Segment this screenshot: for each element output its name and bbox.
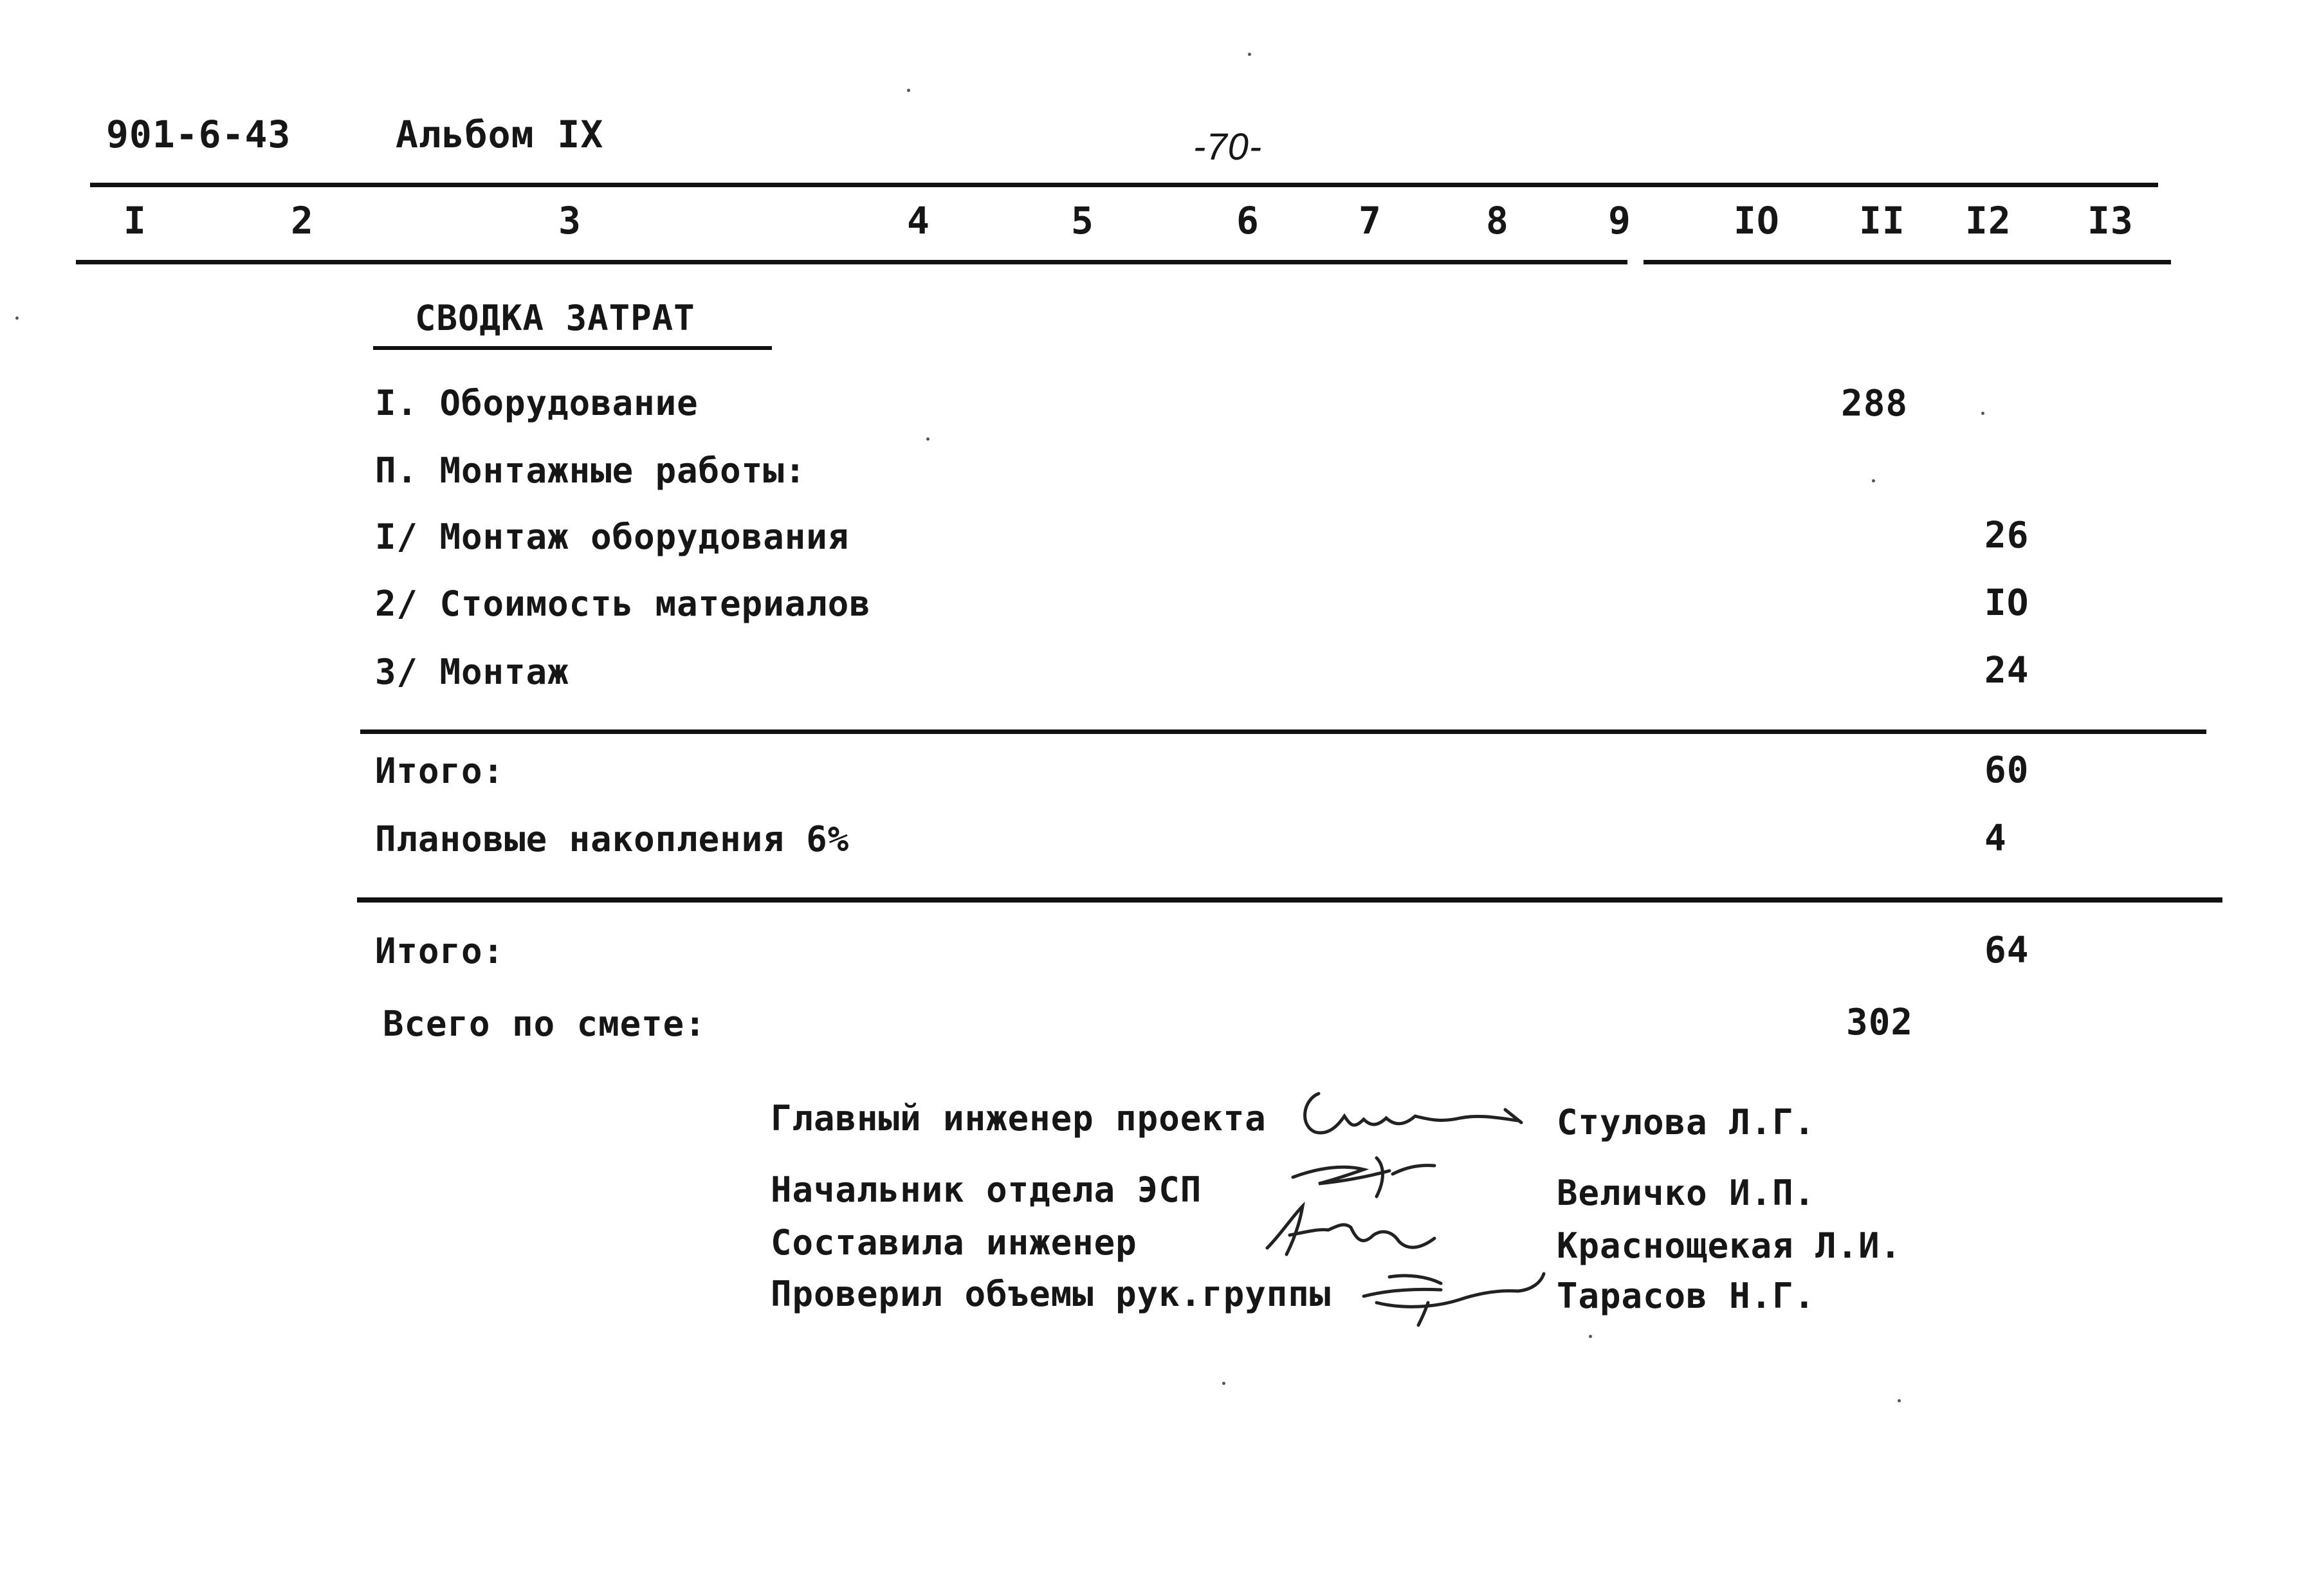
column-number: 9 (1608, 199, 1631, 243)
planned-accumulation-value: 4 (1984, 818, 2007, 859)
scan-speck (1589, 1335, 1592, 1338)
column-number: 3 (558, 199, 582, 243)
subtotal-rule-2 (357, 897, 2222, 903)
subtotal-value: 64 (1984, 930, 2029, 971)
scan-speck (15, 316, 19, 320)
scan-speck (1222, 1382, 1225, 1385)
subtotal-rule-1 (360, 729, 2206, 734)
handwritten-signature-reviewer (1351, 1258, 1557, 1328)
column-number: 5 (1071, 199, 1094, 243)
row-label: 3/ Монтаж (375, 652, 569, 692)
row-value-col12: 26 (1984, 515, 2029, 556)
scan-speck (1248, 53, 1251, 56)
signature-name: Краснощекая Л.И. (1557, 1225, 1902, 1266)
planned-accumulation-label: Плановые накопления 6% (375, 819, 850, 859)
row-label: 2/ Стоимость материалов (375, 583, 871, 624)
page-number: -70- (1193, 126, 1263, 168)
scan-speck (907, 89, 910, 92)
column-number: 6 (1236, 199, 1259, 243)
subtotal-label: Итого: (375, 751, 505, 791)
row-value-col12: 24 (1984, 650, 2029, 692)
subtotal-value: 60 (1984, 749, 2029, 791)
column-number: 4 (907, 199, 930, 243)
column-number: I (124, 199, 147, 243)
grand-total-value: 302 (1846, 1002, 1914, 1043)
column-number: 2 (291, 199, 314, 243)
column-number: 8 (1486, 199, 1509, 243)
signature-role: Проверил объемы рук.группы (771, 1274, 1332, 1314)
column-number: IO (1734, 199, 1780, 243)
column-number: I2 (1965, 199, 2011, 243)
row-label: I/ Монтаж оборудования (375, 517, 850, 557)
summary-title: СВОДКА ЗАТРАТ (415, 298, 695, 338)
album-label: Альбом IX (396, 113, 604, 156)
grand-total-label: Всего по смете: (383, 1004, 706, 1044)
signature-name: Величко И.П. (1557, 1173, 1816, 1213)
signature-name: Тарасов Н.Г. (1557, 1276, 1816, 1316)
column-number: I3 (2087, 199, 2134, 243)
scan-speck (1898, 1399, 1901, 1402)
header-bottom-rule-left (76, 260, 1627, 264)
document-code: 901-6-43 (106, 113, 291, 156)
header-bottom-rule-right (1644, 260, 2171, 264)
header-top-rule (90, 183, 2158, 187)
row-value-col11: 288 (1841, 383, 1909, 425)
subtotal-label: Итого: (375, 931, 505, 971)
row-label: П. Монтажные работы: (375, 450, 807, 491)
column-number: II (1859, 199, 1905, 243)
signature-role: Начальник отдела ЭСП (771, 1169, 1202, 1210)
row-label: I. Оборудование (375, 383, 699, 423)
column-number: 7 (1359, 199, 1382, 243)
handwritten-signature-compiler (1254, 1197, 1473, 1267)
row-value-col12: IO (1984, 582, 2029, 624)
scan-speck (1872, 479, 1875, 482)
signature-role: Главный инженер проекта (771, 1098, 1267, 1139)
signature-name: Стулова Л.Г. (1557, 1102, 1816, 1142)
summary-title-underline (373, 346, 772, 350)
scan-speck (1981, 412, 1984, 415)
scan-speck (926, 437, 930, 441)
signature-role: Составила инженер (771, 1222, 1137, 1263)
